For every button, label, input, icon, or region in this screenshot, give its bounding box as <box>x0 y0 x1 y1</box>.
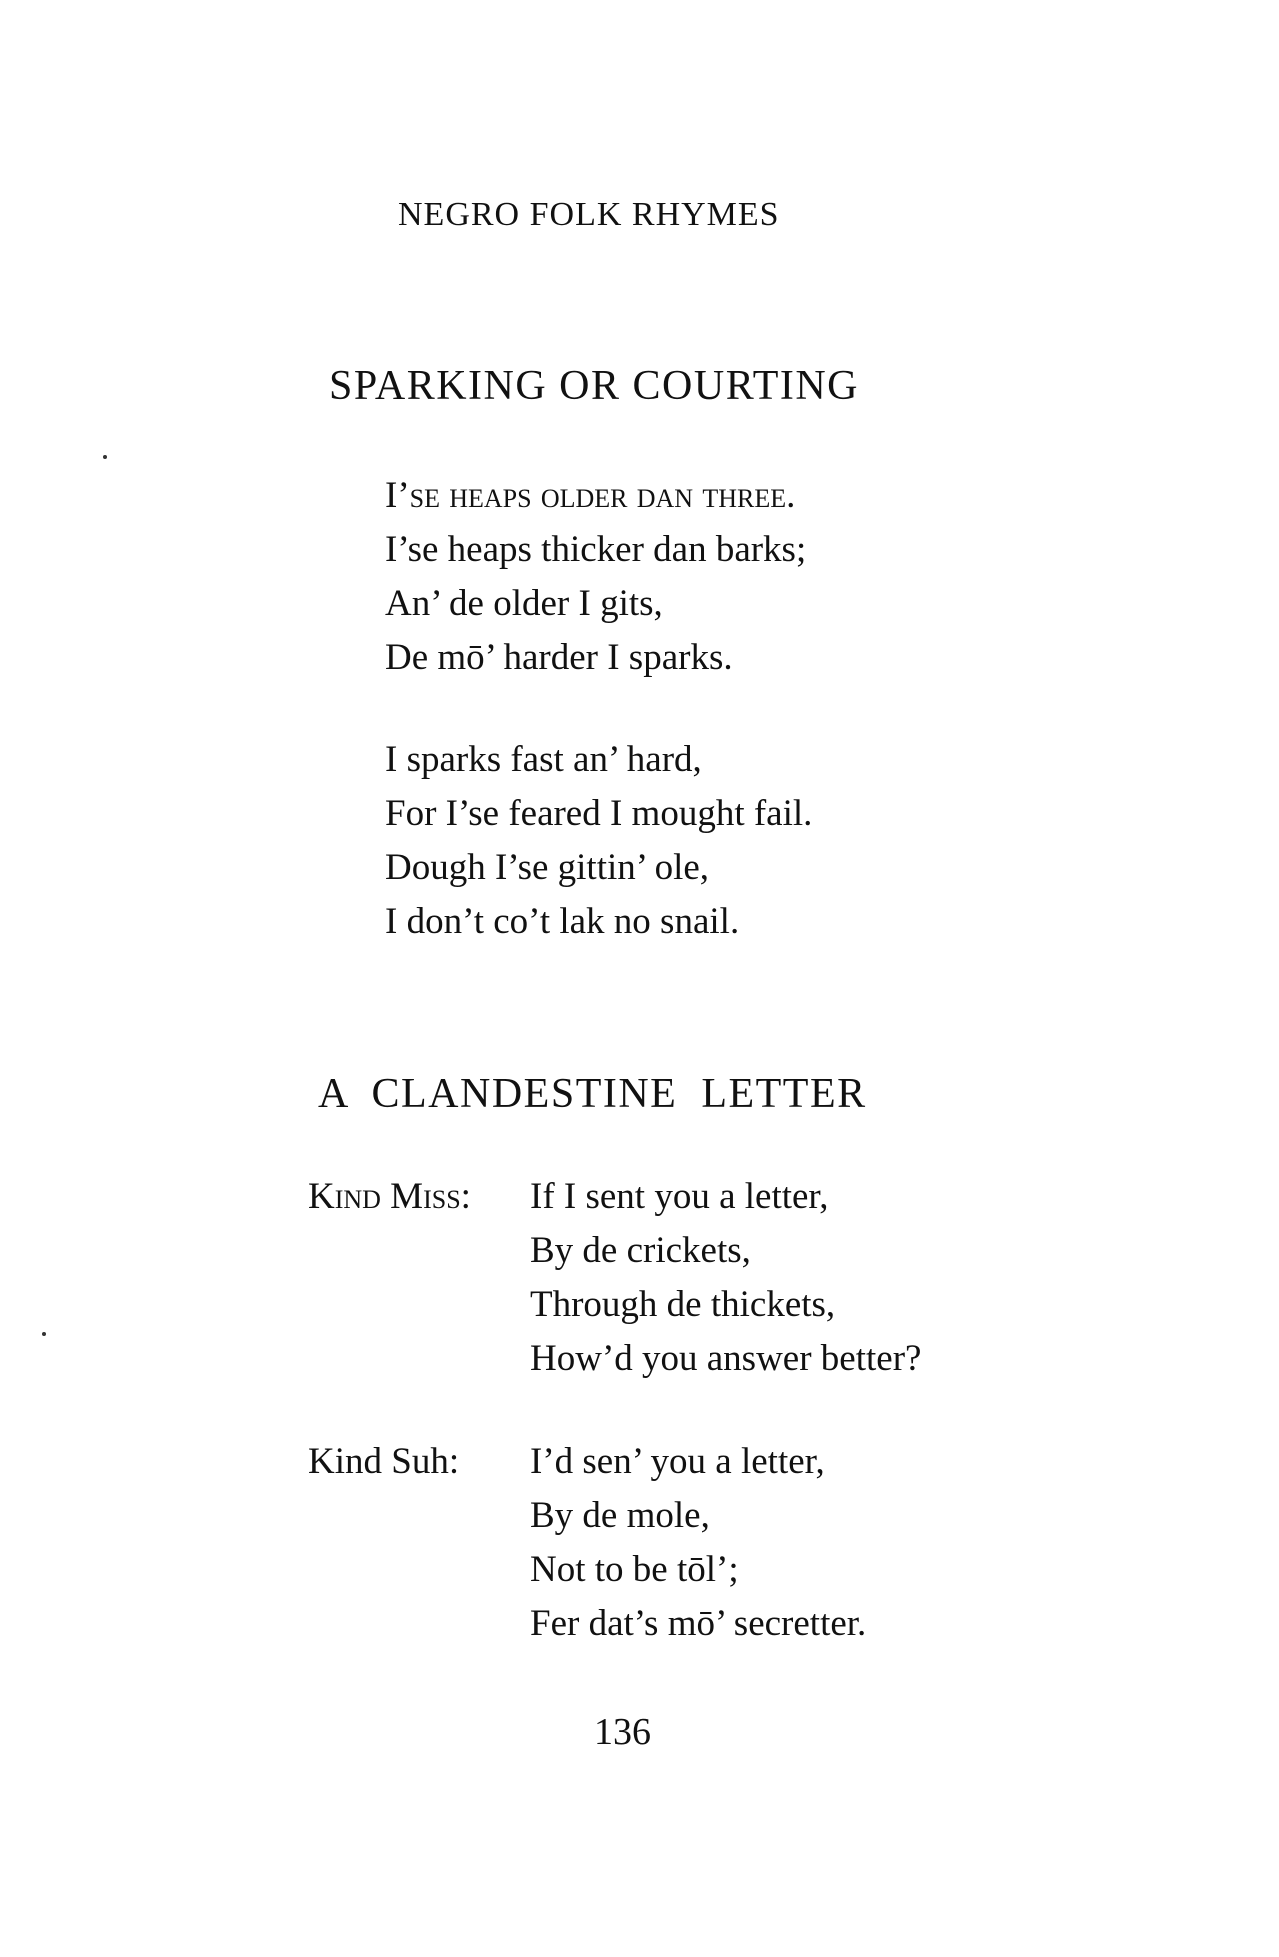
section-title-sparking-or-courting: SPARKING OR COURTING <box>329 363 860 409</box>
poem-line: I’d sen’ you a letter, <box>530 1441 825 1482</box>
section-title-a-clandestine-letter: A CLANDESTINE LETTER <box>318 1071 867 1117</box>
page-number: 136 <box>594 1711 651 1753</box>
poem-line: Dough I’se gittin’ ole, <box>385 847 710 888</box>
speaker-label: Kind Miss: <box>308 1176 471 1217</box>
poem-line: Through de thickets, <box>530 1284 836 1325</box>
poem-line: Fer dat’s mō’ secretter. <box>530 1603 867 1644</box>
poem-line: If I sent you a letter, <box>530 1176 829 1217</box>
poem-line: Not to be tōl’; <box>530 1549 739 1590</box>
poem-line: I’se heaps thicker dan barks; <box>385 529 807 570</box>
poem-line: De mō’ harder I sparks. <box>385 637 733 678</box>
poem-line: An’ de older I gits, <box>385 583 663 624</box>
poem-line: I don’t co’t lak no snail. <box>385 901 740 942</box>
poem-line: I sparks fast an’ hard, <box>385 739 702 780</box>
poem-line: By de mole, <box>530 1495 710 1536</box>
poem-line: How’d you answer better? <box>530 1338 922 1379</box>
speaker-label: Kind Suh: <box>308 1441 460 1482</box>
scan-speck <box>42 1332 46 1336</box>
poem-line: I’se heaps older dan three. <box>385 475 796 516</box>
poem-line: For I’se feared I mought fail. <box>385 793 813 834</box>
poem-line: By de crickets, <box>530 1230 751 1271</box>
running-head: NEGRO FOLK RHYMES <box>398 196 780 233</box>
scan-speck <box>103 455 107 459</box>
